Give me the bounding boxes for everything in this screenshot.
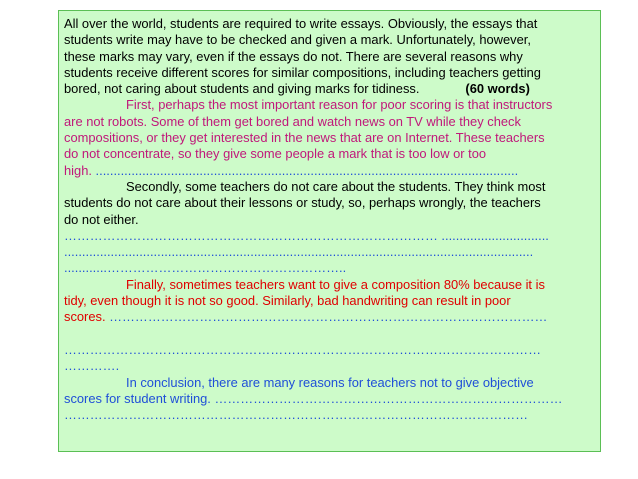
- blank-dots-line: ............………………………………………………..: [64, 260, 347, 276]
- blank-dots: ………………………………………………………………………: [210, 390, 563, 406]
- text-line: students do not care about their lessons or study, so, perhaps wrongly, the teachers: [64, 195, 541, 211]
- text-line: In conclusion, there are many reasons for teachers not to give objective: [126, 374, 534, 390]
- blank-dots: ......................................................................................................................: [91, 162, 519, 178]
- text-line: do not either.: [64, 211, 139, 227]
- blank-dots-line: ...................................................................................................................................: [64, 244, 534, 260]
- spacer: [64, 326, 596, 342]
- text-span: bored, not caring about students and giving marks for tidiness.: [64, 81, 420, 97]
- text-line: [64, 81, 596, 97]
- text-line: Secondly, some teachers do not care about the students. They think most: [126, 178, 546, 194]
- body-paragraph-1: [64, 97, 596, 178]
- text-span: high.: [64, 162, 92, 178]
- introduction-paragraph: [64, 16, 596, 97]
- body-paragraph-3: [64, 277, 596, 375]
- text-span: scores for student writing.: [64, 390, 211, 406]
- blank-dots: …………………………………………………………………………………………: [105, 309, 548, 325]
- text-line: [64, 309, 596, 325]
- text-line: First, perhaps the most important reason for poor scoring is that instructors: [126, 97, 553, 113]
- text-line: students receive different scores for similar compositions, including teachers getting: [64, 64, 541, 80]
- text-line: tidy, even though it is not so good. Similarly, bad handwriting can result in poor: [64, 293, 511, 309]
- text-line: All over the world, students are required to write essays. Obviously, the essays that: [64, 16, 538, 31]
- conclusion-paragraph: [64, 375, 596, 424]
- blank-dots-line: …………………………………………………………………………………………………: [64, 341, 541, 357]
- essay-text-box: [58, 10, 601, 452]
- text-line: are not robots. Some of them get bored and watch news on TV while they check: [64, 113, 521, 129]
- text-span: scores.: [64, 309, 106, 325]
- text-line: Finally, sometimes teachers want to give a composition 80% because it is: [126, 276, 545, 292]
- text-line: do not concentrate, so they give some people a mark that is too low or too: [64, 146, 487, 162]
- blank-dots-line: ………….: [64, 358, 120, 374]
- text-line: [64, 391, 596, 407]
- body-paragraph-2: [64, 179, 596, 277]
- blank-dots-line: …………………………………………………………………………… ..............................: [64, 227, 549, 243]
- text-line: students write may have to be checked and given a mark. Unfortunately, however,: [64, 32, 531, 48]
- text-line: these marks may vary, even if the essays do not. There are several reasons why: [64, 48, 523, 64]
- text-line: [64, 163, 596, 179]
- word-count-label: (60 words): [465, 81, 530, 97]
- blank-dots-line: ………………………………………………………………………………………………: [64, 407, 529, 423]
- text-line: compositions, or they get interested in the news that are on Internet. These teachers: [64, 130, 545, 146]
